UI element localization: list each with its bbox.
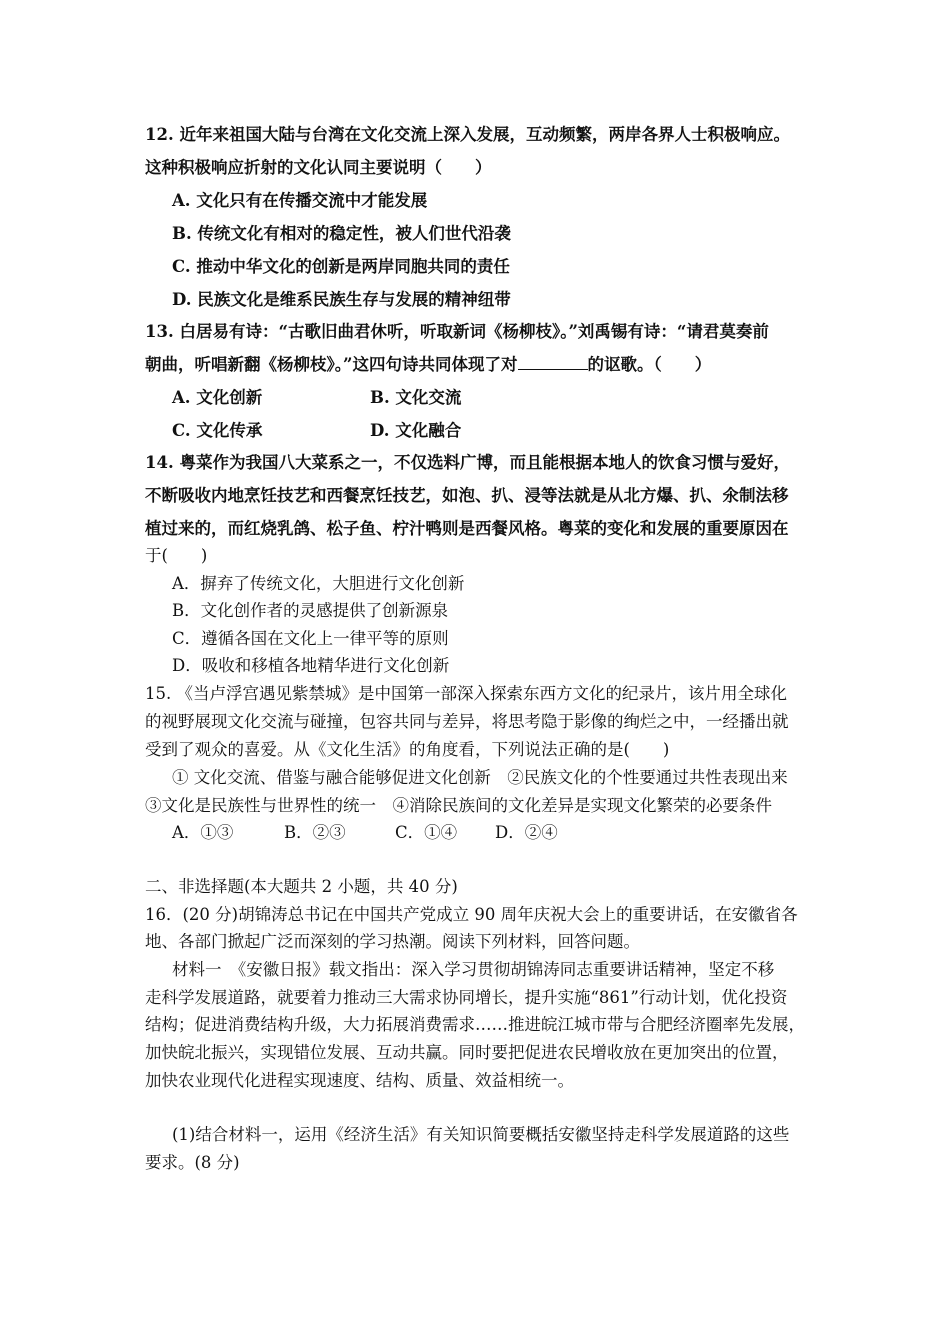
q16-material-line2: 走科学发展道路，就要着力推动三大需求协同增长，提升实施“861”行动计划，优化投资 <box>145 988 788 1007</box>
q13-stem-line2 <box>145 355 711 375</box>
section-heading: 二、非选择题(本大题共 2 小题，共 40 分) <box>145 877 458 896</box>
q12-option-d: D. 民族文化是维系民族生存与发展的精神纽带 <box>172 290 511 309</box>
q15-stem-line3: 受到了观众的喜爱。从《文化生活》的角度看，下列说法正确的是( ) <box>145 740 670 759</box>
q12-option-a: A. 文化只有在传播交流中才能发展 <box>172 191 428 210</box>
q16-stem-line2: 地、各部门掀起广泛而深刻的学习热潮。阅读下列材料，回答问题。 <box>145 932 640 951</box>
q13-option-d: D. 文化融合 <box>370 421 462 440</box>
q16-material-line5: 加快农业现代化进程实现速度、结构、质量、效益相统一。 <box>145 1071 574 1090</box>
q14-stem-line4: 于( ) <box>145 546 208 565</box>
q16-part1-line1: (1)结合材料一，运用《经济生活》有关知识简要概括安徽坚持走科学发展道路的这些 <box>172 1125 790 1144</box>
q14-option-b: B．文化创作者的灵感提供了创新源泉 <box>172 601 449 620</box>
q15-stem-line2: 的视野展现文化交流与碰撞，包容共同与差异，将思考隐于影像的绚烂之中，一经播出就 <box>145 712 789 731</box>
q15-option-d: D．②④ <box>495 823 558 842</box>
q14-stem-line2: 不断吸收内地烹饪技艺和西餐烹饪技艺，如泡、扒、浸等法就是从北方爆、扒、氽制法移 <box>145 486 789 505</box>
q15-statement-1-2: ① 文化交流、借鉴与融合能够促进文化创新 ②民族文化的个性要通过共性表现出来 <box>172 768 788 787</box>
answer-blank <box>518 355 588 370</box>
q16-stem-line1: 16．(20 分)胡锦涛总书记在中国共产党成立 90 周年庆祝大会上的重要讲话，在安徽省各 <box>145 905 798 924</box>
q13-option-c: C. 文化传承 <box>172 421 263 440</box>
q12-option-b: B. 传统文化有相对的稳定性，被人们世代沿袭 <box>172 224 511 243</box>
q13-option-b: B. 文化交流 <box>370 388 462 407</box>
q16-material-line1: 材料一 《安徽日报》载文指出：深入学习贯彻胡锦涛同志重要讲话精神，坚定不移 <box>172 960 775 979</box>
q13-stem-line1: 13. 白居易有诗：“古歌旧曲君休听，听取新词《杨柳枝》。”刘禹锡有诗：“请君莫奏前 <box>145 322 769 341</box>
q15-statement-3-4: ③文化是民族性与世界性的统一 ④消除民族间的文化差异是实现文化繁荣的必要条件 <box>145 796 772 815</box>
q12-stem-line2: 这种积极响应折射的文化认同主要说明（ ） <box>145 158 492 177</box>
q14-stem-line1: 14. 粤菜作为我国八大菜系之一，不仅选料广博，而且能根据本地人的饮食习惯与爱好， <box>145 453 790 472</box>
q16-material-line4: 加快皖北振兴，实现错位发展、互动共赢。同时要把促进农民增收放在更加突出的位置， <box>145 1043 789 1062</box>
q15-option-a: A．①③ <box>172 823 234 842</box>
q14-option-d: D．吸收和移植各地精华进行文化创新 <box>172 656 450 675</box>
q15-option-b: B．②③ <box>284 823 346 842</box>
q16-part1-line2: 要求。(8 分) <box>145 1153 240 1172</box>
q13-option-a: A. 文化创新 <box>172 388 263 407</box>
q13-stem-line2-a: 朝曲，听唱新翻《杨柳枝》。”这四句诗共同体现了对 <box>145 355 518 374</box>
q13-stem-line2-b: 的讴歌。（ ） <box>587 355 712 374</box>
q16-material-line3: 结构；促进消费结构升级，大力拓展消费需求……推进皖江城市带与合肥经济圈率先发展， <box>145 1015 805 1034</box>
q12-option-c: C. 推动中华文化的创新是两岸同胞共同的责任 <box>172 257 510 276</box>
q12-stem-line1: 12. 近年来祖国大陆与台湾在文化交流上深入发展，互动频繁，两岸各界人士积极响应。 <box>145 125 790 144</box>
q15-option-c: C．①④ <box>395 823 458 842</box>
q14-option-c: C．遵循各国在文化上一律平等的原则 <box>172 629 449 648</box>
q15-stem-line1: 15. 《当卢浮宫遇见紫禁城》是中国第一部深入探索东西方文化的纪录片，该片用全球化 <box>145 684 787 703</box>
q14-option-a: A．摒弃了传统文化，大胆进行文化创新 <box>172 574 465 593</box>
q14-stem-line3: 植过来的，而红烧乳鸽、松子鱼、柠汁鸭则是西餐风格。粤菜的变化和发展的重要原因在 <box>145 519 789 538</box>
